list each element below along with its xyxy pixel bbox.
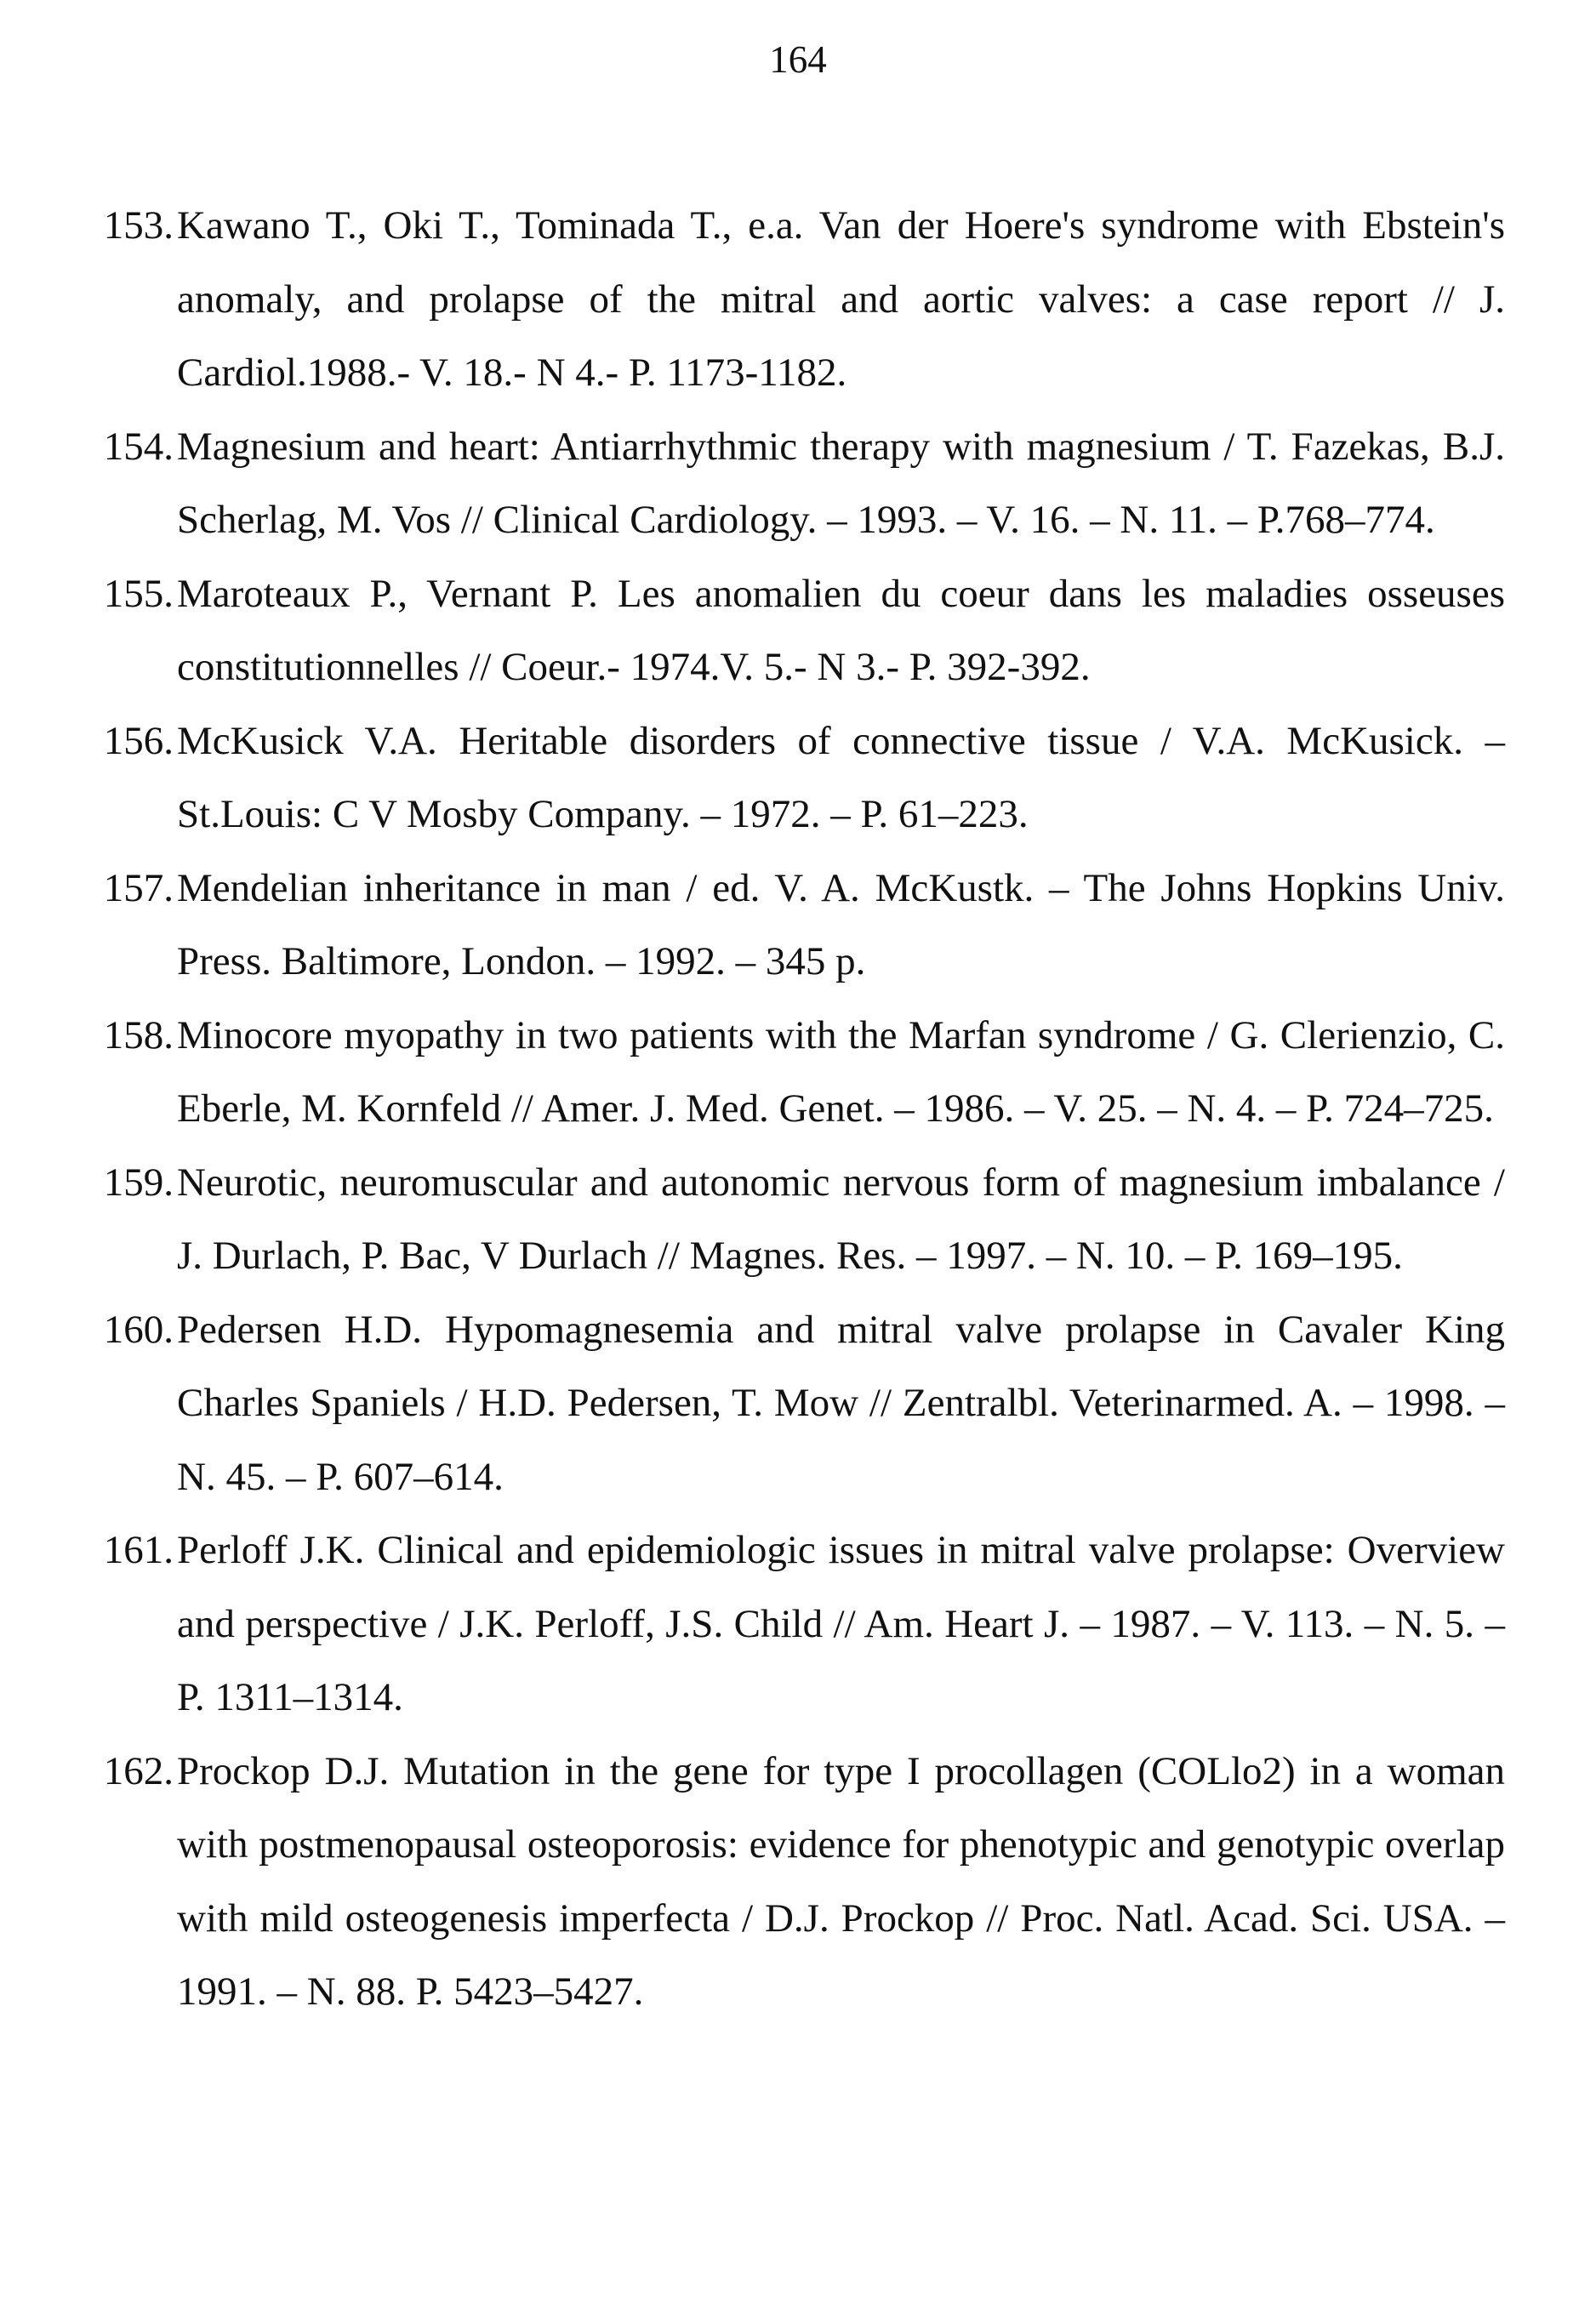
reference-text: Neurotic, neuromuscular and autonomic nervous form of magnesium imbalance / J. Durlach, P. Bac, V Durlach // Magnes. Res. – 1997. – N. 10. – P. 169–195. <box>177 1160 1505 1278</box>
reference-text: Perloff J.K. Clinical and epidemiologic issues in mitral valve prolapse: Overview and perspective / J.K. Perloff, J.S. Child // Am. Heart J. – 1987. – V. 113. – N. 5. – P. 1311–1314. <box>177 1528 1505 1719</box>
reference-list <box>0 189 1596 2029</box>
reference-number: 159. <box>103 1160 174 1205</box>
reference-text: McKusick V.A. Heritable disorders of connective tissue / V.A. McKusick. – St.Louis: C V Mosby Company. – 1972. – P. 61–223. <box>177 718 1505 836</box>
reference-item <box>103 1293 1505 1514</box>
reference-number: 162. <box>103 1748 174 1793</box>
reference-item <box>103 1146 1505 1293</box>
reference-number: 156. <box>103 718 174 763</box>
reference-item <box>103 704 1505 852</box>
reference-number: 161. <box>103 1528 174 1572</box>
reference-text: Prockop D.J. Mutation in the gene for type I procollagen (COLlo2) in a woman with postmenopausal osteoporosis: evidence for phenotypic and genotypic overlap with mild osteogenesis imperfecta / D.J. Prockop // Proc. Natl. Acad. Sci. USA. – 1991. – N. 88. P. 5423–5427. <box>177 1748 1505 2014</box>
reference-text: Pedersen H.D. Hypomagnesemia and mitral valve prolapse in Cavaler King Charles Spaniels / H.D. Pedersen, T. Mow // Zentralbl. Veterinarmed. A. – 1998. – N. 45. – P. 607–614. <box>177 1307 1505 1499</box>
reference-number: 155. <box>103 571 174 616</box>
reference-text: Magnesium and heart: Antiarrhythmic therapy with magnesium / T. Fazekas, B.J. Scherlag, M. Vos // Clinical Cardiology. – 1993. – V. 16. – N. 11. – P.768–774. <box>177 424 1505 542</box>
reference-text: Mendelian inheritance in man / ed. V. A. McKustk. – The Johns Hopkins Univ. Press. Baltimore, London. – 1992. – 345 p. <box>177 865 1505 983</box>
reference-item <box>103 999 1505 1146</box>
reference-number: 153. <box>103 203 174 248</box>
reference-text: Kawano T., Oki T., Tominada T., e.a. Van der Hoere's syndrome with Ebstein's anomaly, and prolapse of the mitral and aortic valves: a case report // J. Cardiol.1988.- V. 18.- N 4.- P. 1173-1182. <box>177 203 1505 395</box>
reference-item <box>103 1735 1505 2029</box>
reference-text: Minocore myopathy in two patients with the Marfan syndrome / G. Clerienzio, C. Eberle, M. Kornfeld // Amer. J. Med. Genet. – 1986. – V. 25. – N. 4. – P. 724–725. <box>177 1012 1505 1131</box>
reference-number: 160. <box>103 1307 174 1352</box>
reference-item <box>103 1513 1505 1735</box>
reference-item <box>103 410 1505 557</box>
reference-item <box>103 189 1505 410</box>
page-number: 164 <box>769 38 827 81</box>
reference-number: 157. <box>103 865 174 910</box>
reference-item <box>103 852 1505 999</box>
reference-item <box>103 557 1505 704</box>
reference-number: 154. <box>103 424 174 469</box>
reference-text: Maroteaux P., Vernant P. Les anomalien du coeur dans les maladies osseuses constitutionnelles // Coeur.- 1974.V. 5.- N 3.- P. 392-392. <box>177 571 1505 689</box>
reference-number: 158. <box>103 1012 174 1057</box>
